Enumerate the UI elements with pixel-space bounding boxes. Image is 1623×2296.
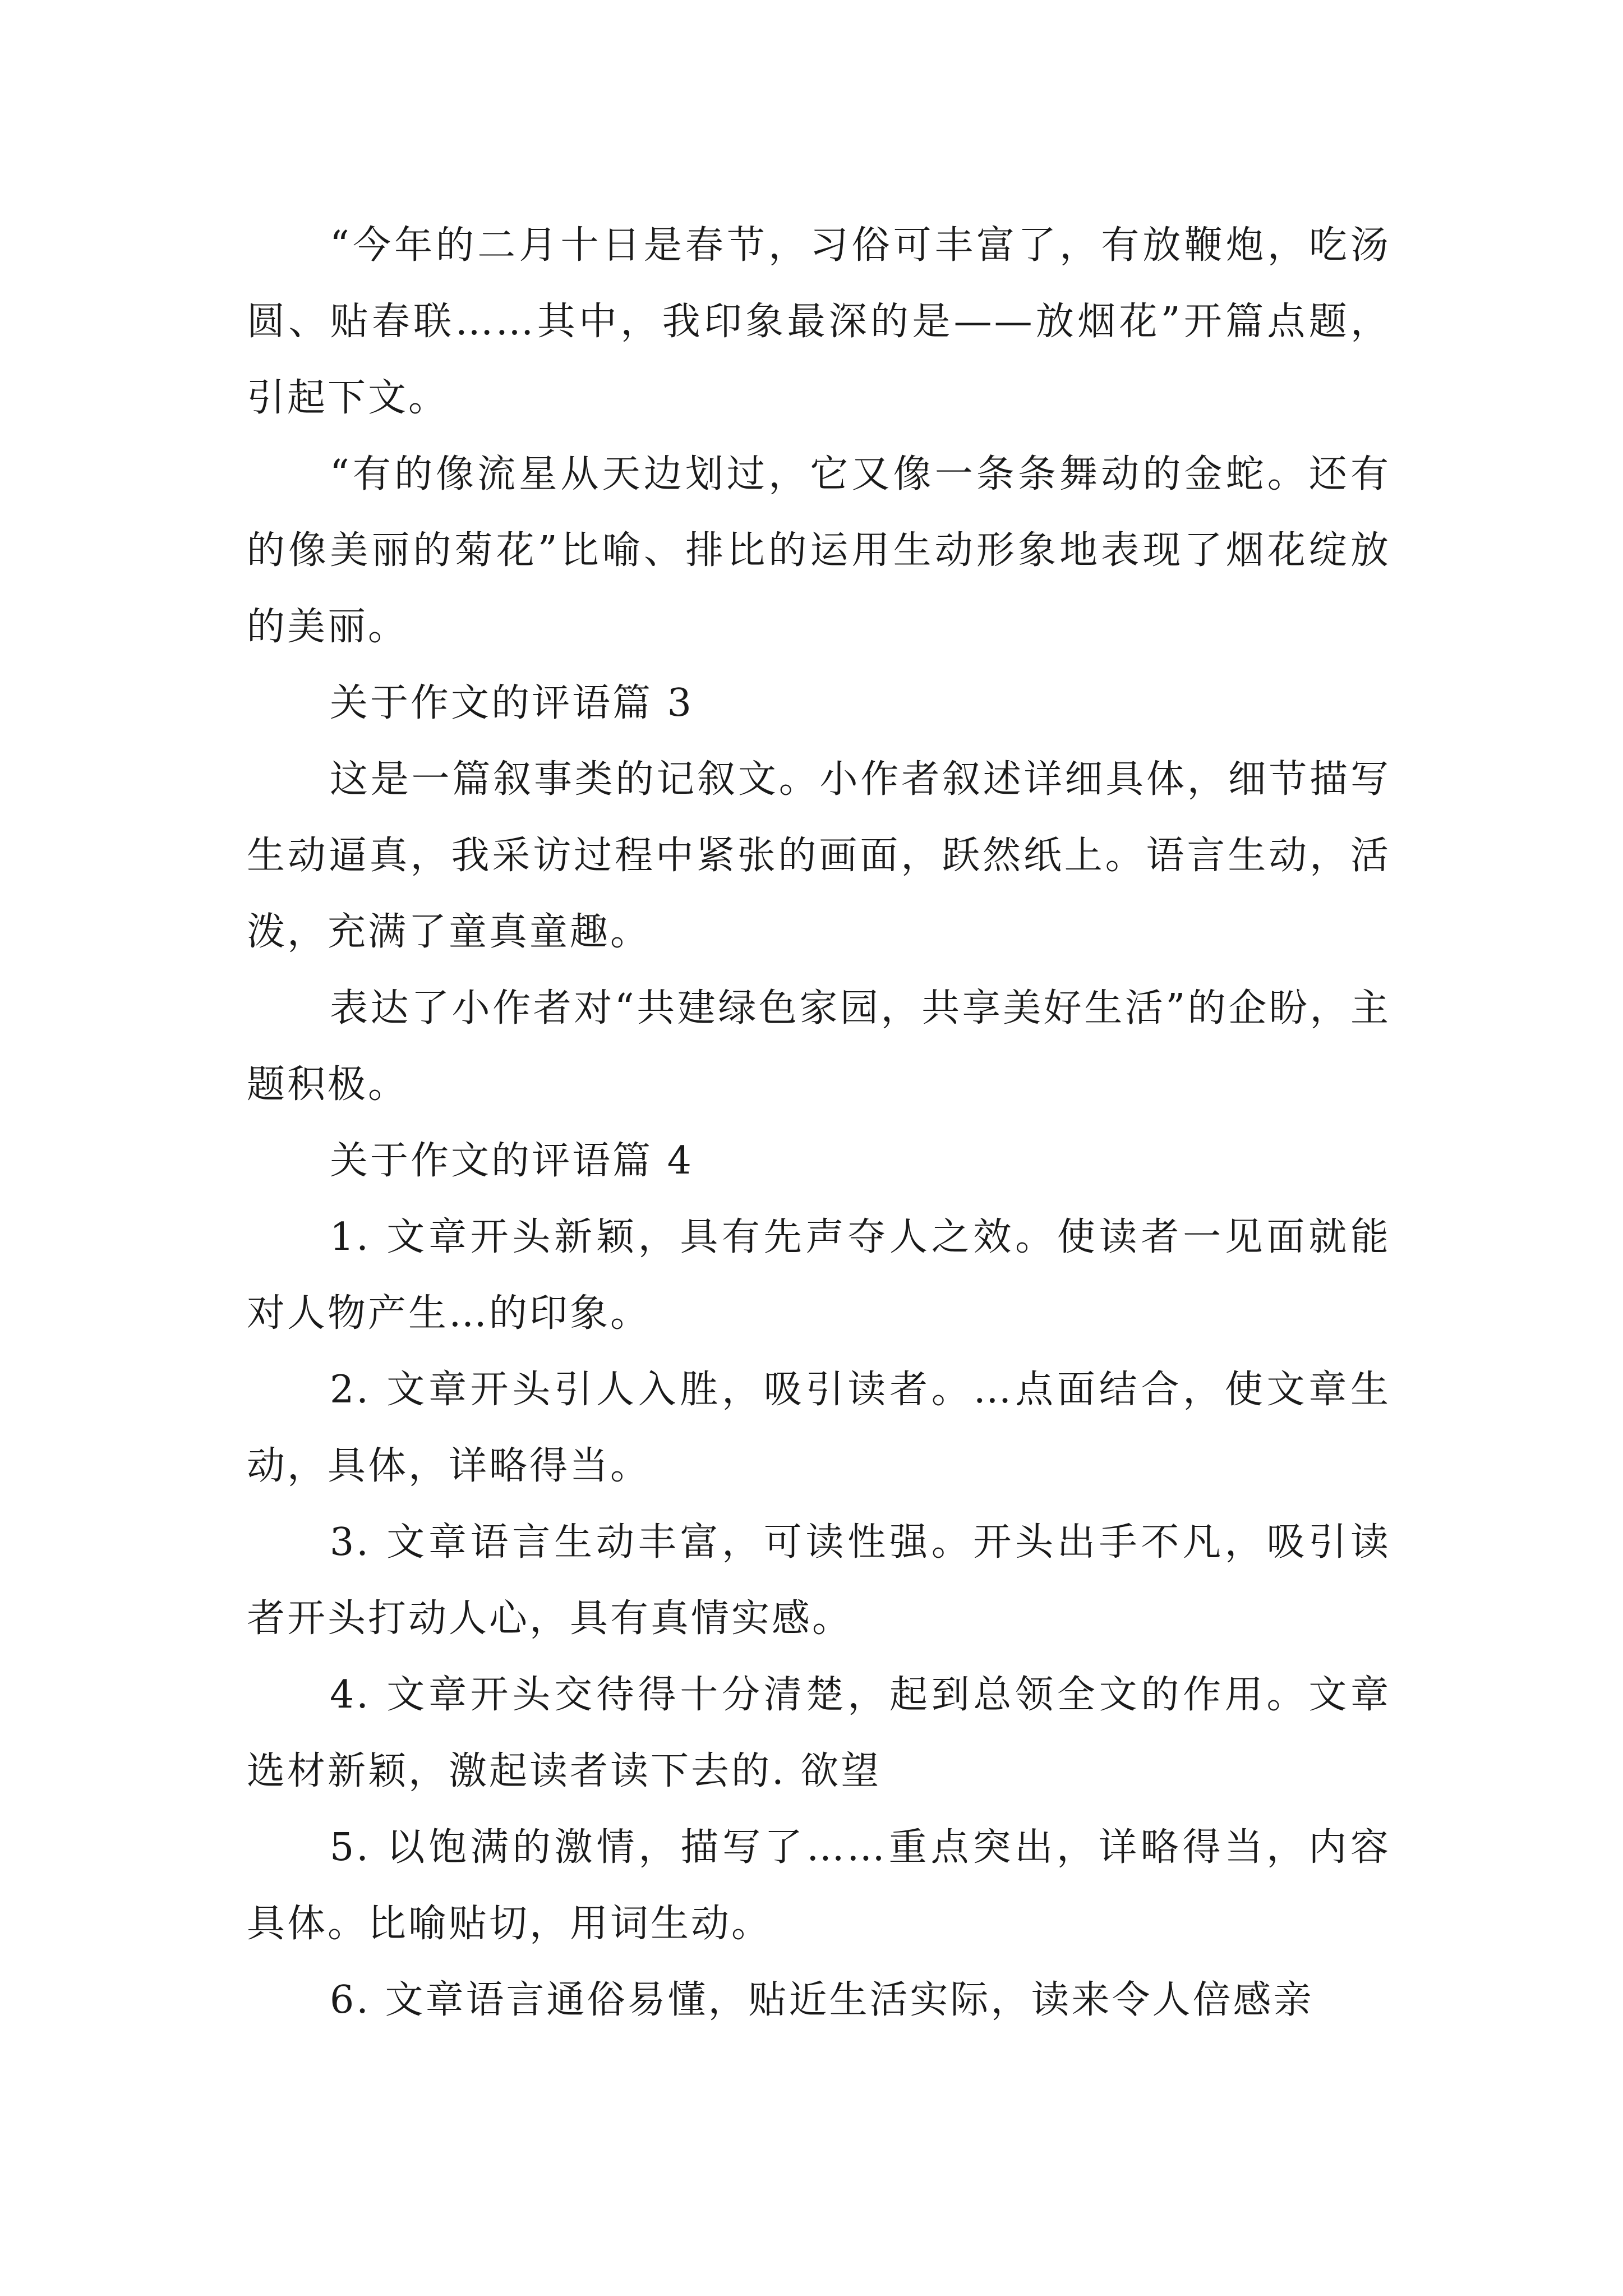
- list-item-2: 2. 文章开头引人入胜，吸引读者。…点面结合，使文章生动，具体，详略得当。: [247, 1368, 1391, 1488]
- list-item-1: 1. 文章开头新颖，具有先声夺人之效。使读者一见面就能对人物产生…的印象。: [247, 1215, 1391, 1336]
- list-item-4: 4. 文章开头交待得十分清楚，起到总领全文的作用。文章选材新颖，激起读者读下去的. 欲望: [247, 1673, 1391, 1793]
- paragraph-1: “今年的二月十日是春节，习俗可丰富了，有放鞭炮，吃汤圆、贴春联……其中，我印象最深的是——放烟花”开篇点题，引起下文。: [247, 223, 1391, 420]
- list-item-5: 5. 以饱满的激情，描写了……重点突出，详略得当，内容具体。比喻贴切，用词生动。: [247, 1825, 1391, 1946]
- paragraph-3: 这是一篇叙事类的记叙文。小作者叙述详细具体，细节描写生动逼真，我采访过程中紧张的画面，跃然纸上。语言生动，活泼，充满了童真童趣。: [247, 757, 1391, 954]
- document-page: [247, 208, 1391, 2039]
- list-item-3: 3. 文章语言生动丰富，可读性强。开头出手不凡，吸引读者开头打动人心，具有真情实感。: [247, 1520, 1391, 1641]
- section-heading-3: 关于作文的评语篇 3: [330, 681, 694, 725]
- paragraph-2: “有的像流星从天边划过，它又像一条条舞动的金蛇。还有的像美丽的菊花”比喻、排比的运用生动形象地表现了烟花绽放的美丽。: [247, 452, 1391, 649]
- paragraph-4: 表达了小作者对“共建绿色家园，共享美好生活”的企盼，主题积极。: [247, 986, 1391, 1107]
- list-item-6: 6. 文章语言通俗易懂，贴近生活实际，读来令人倍感亲: [330, 1978, 1314, 2022]
- section-heading-4: 关于作文的评语篇 4: [330, 1139, 694, 1183]
